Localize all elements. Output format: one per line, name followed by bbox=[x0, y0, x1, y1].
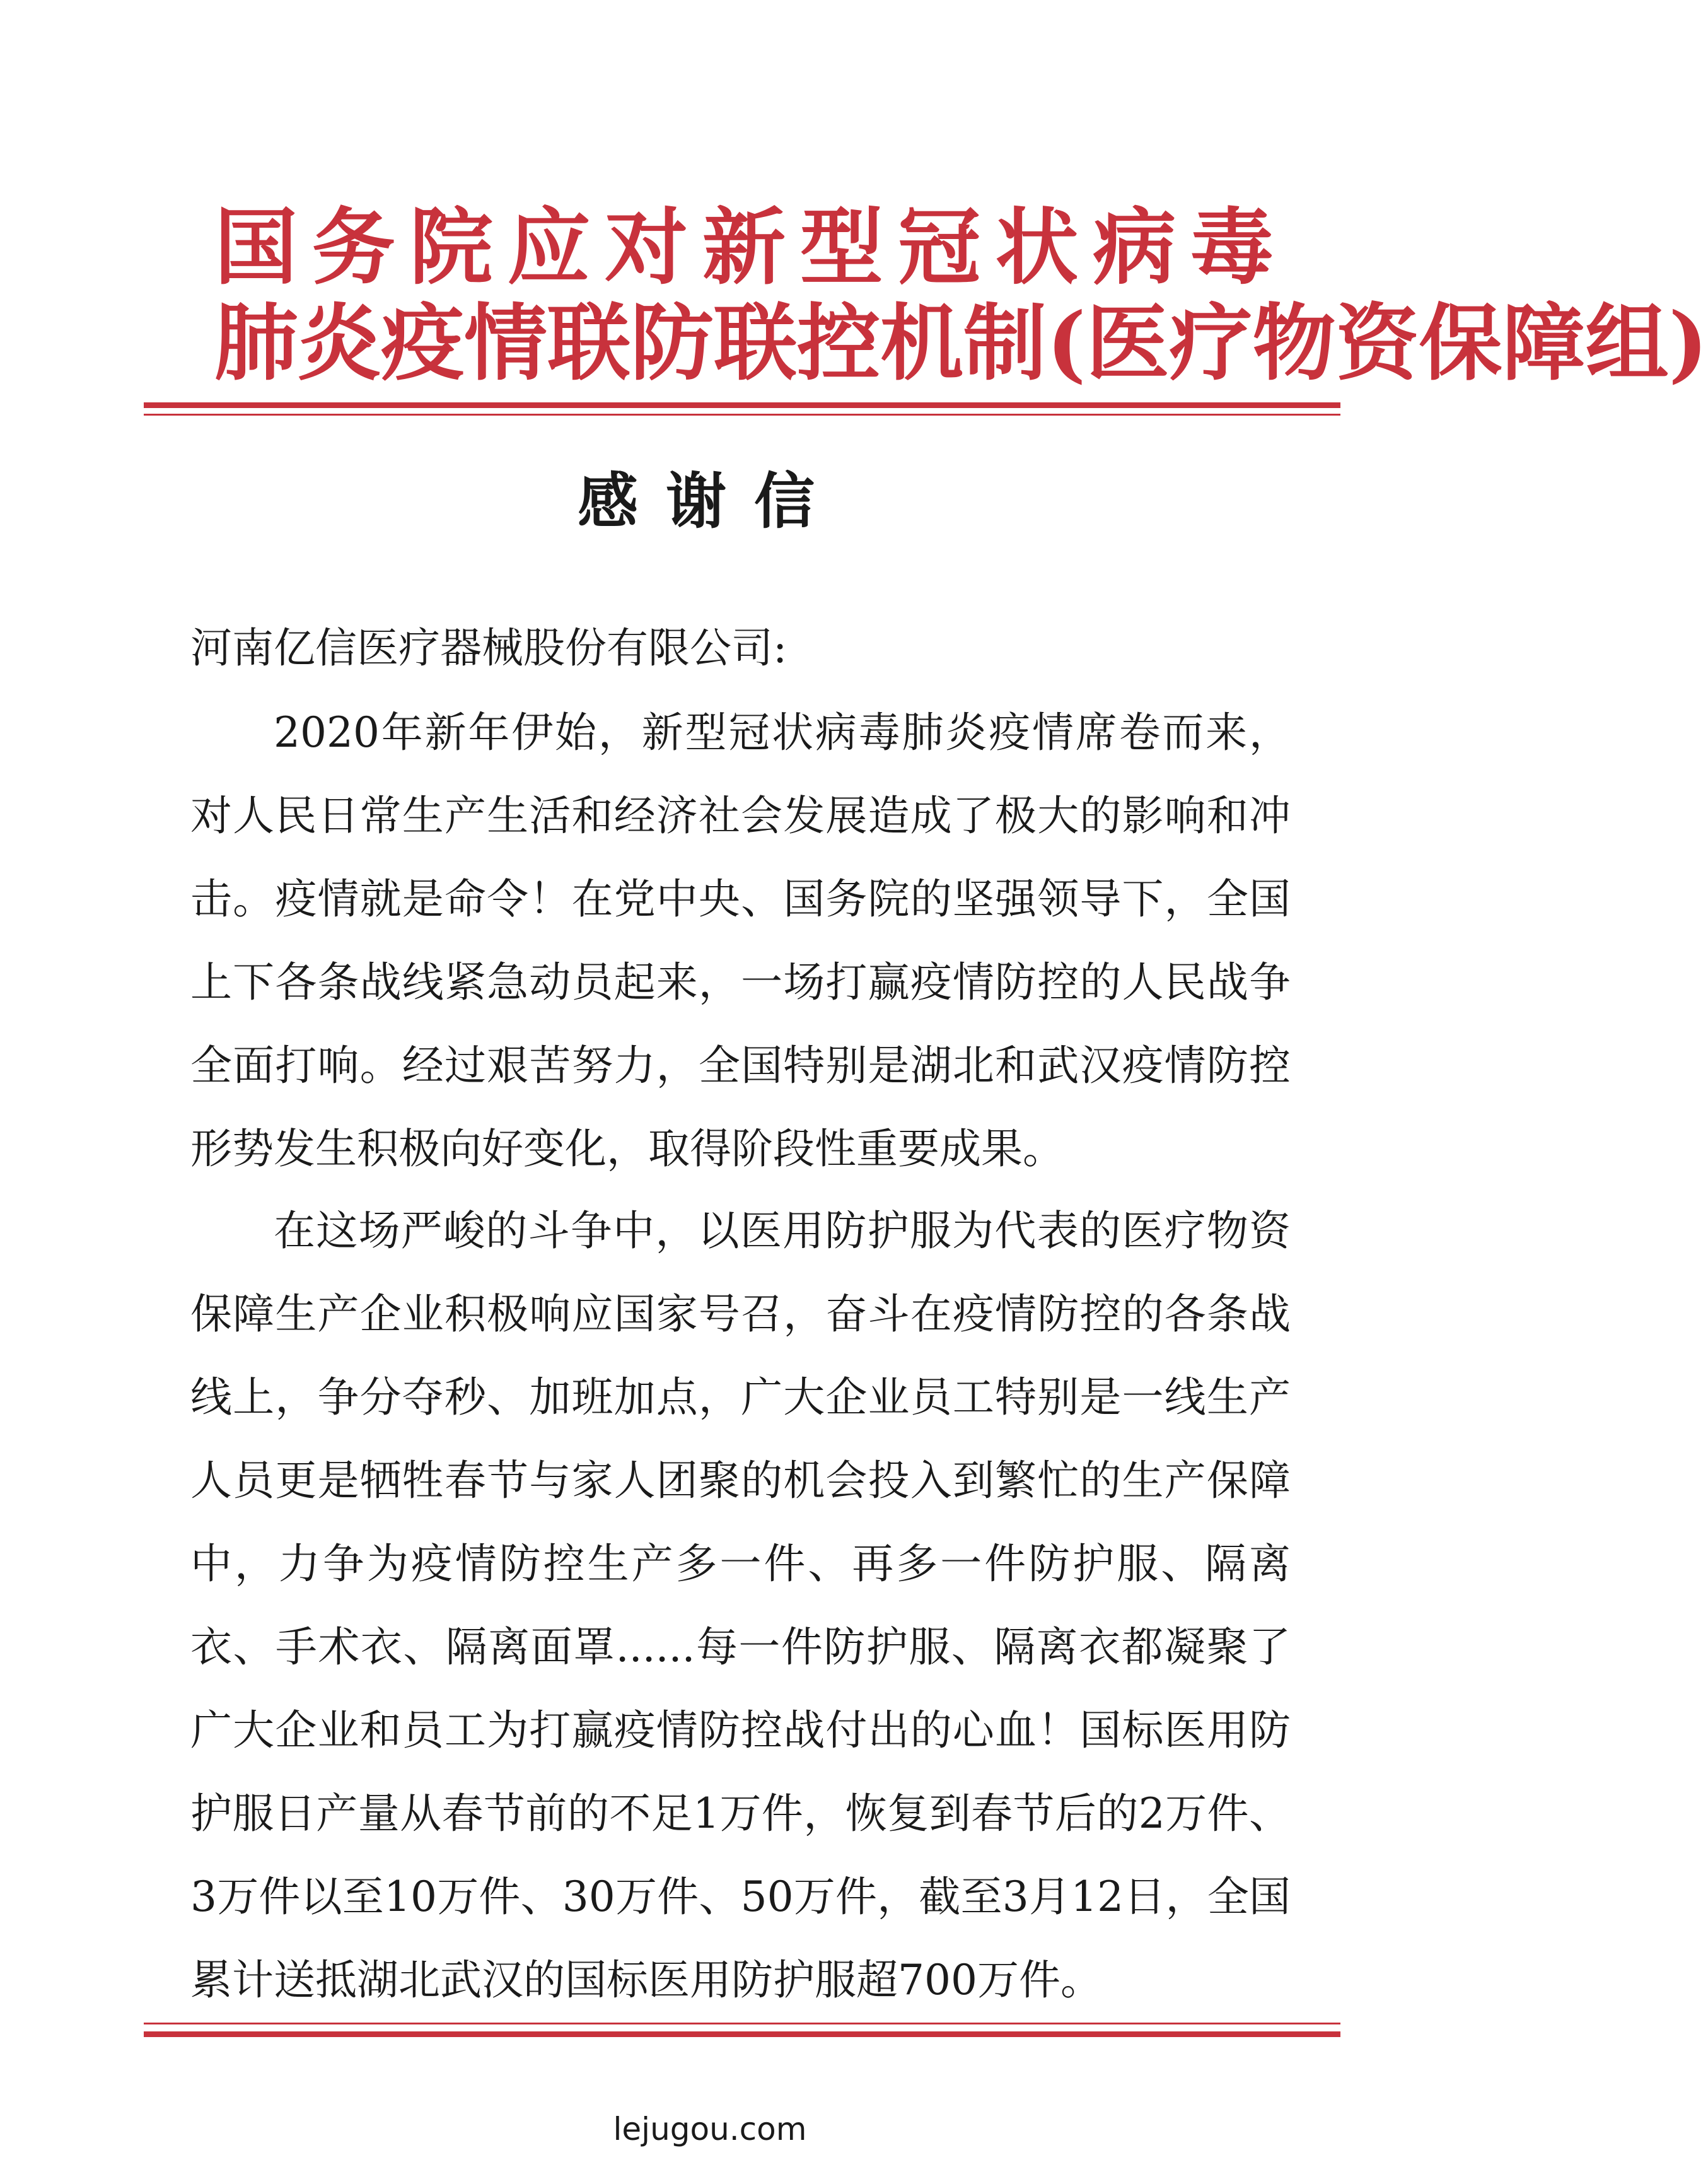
letterhead-title-line-2: 肺炎疫情联防联控机制(医疗物资保障组) bbox=[214, 295, 1708, 392]
letterhead-divider-thin bbox=[144, 414, 1340, 416]
body-paragraph-1: 2020年新年伊始，新型冠状病毒肺炎疫情席卷而来，对人民日常生产生活和经济社会发展造成了极大的影响和冲击。疫情就是命令！在党中央、国务院的坚强领导下，全国上下各条战线紧急动员起来，一场打赢疫情防控的人民战争全面打响。经过艰苦努力，全国特别是湖北和武汉疫情防控形势发生积极向好变化，取得阶段性重要成果。 bbox=[190, 708, 1291, 1173]
letterhead-title-line-1: 国务院应对新型冠状病毒 bbox=[214, 199, 1274, 296]
document-title: 感谢信 bbox=[578, 465, 842, 537]
letterhead-divider-thick bbox=[144, 402, 1340, 408]
footer-divider-thick bbox=[144, 2031, 1340, 2037]
salutation: 河南亿信医疗器械股份有限公司: bbox=[190, 624, 787, 672]
body-paragraph-2: 在这场严峻的斗争中，以医用防护服为代表的医疗物资保障生产企业积极响应国家号召，奋斗在疫情防控的各条战线上，争分夺秒、加班加点，广大企业员工特别是一线生产人员更是牺牲春节与家人团聚的机会投入到繁忙的生产保障中，力争为疫情防控生产多一件、再多一件防护服、隔离衣、手术衣、隔离面罩......每一件防护服、隔离衣都凝聚了广大企业和员工为打赢疫情防控战付出的心血！国标医用防护服日产量从春节前的不足1万件，恢复到春节后的2万件、3万件以至10万件、30万件、50万件，截至3月12日，全国累计送抵湖北武汉的国标医用防护服超700万件。 bbox=[190, 1206, 1291, 2004]
watermark-text: lejugou.com bbox=[613, 2111, 807, 2147]
footer-divider-thin bbox=[144, 2023, 1340, 2024]
